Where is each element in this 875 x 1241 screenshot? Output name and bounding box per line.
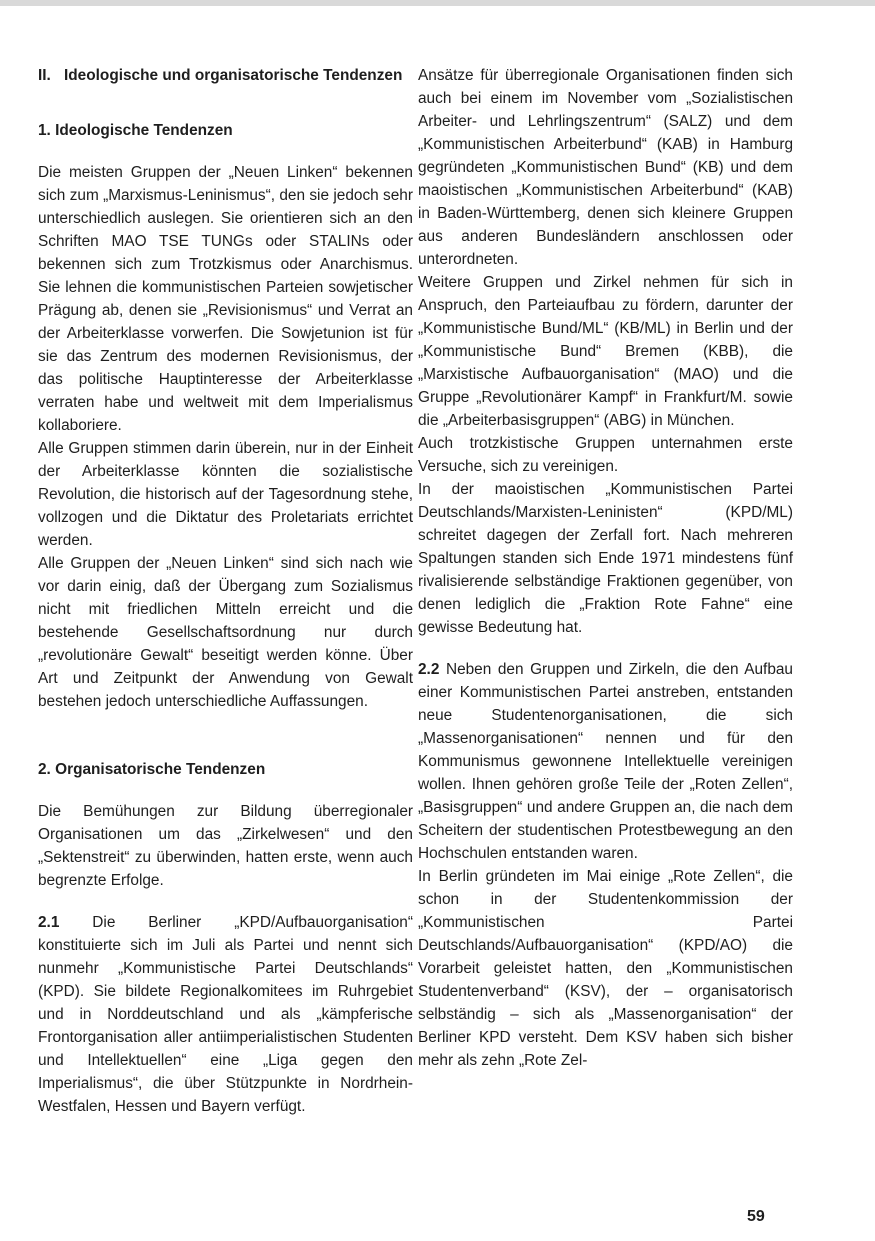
subsection-number: 2.1: [38, 914, 60, 931]
paragraph: Weitere Gruppen und Zirkel nehmen für sich in Anspruch, den Parteiaufbau zu fördern, darunter der „Kommunistische Bund/ML“ (KB/ML) in Berlin und der „Kommunistische Bund“ Bremen (KBB), die „Marxistische Aufbauorganisation“ (MAO) und die Gruppe „Revolutionärer Kampf“ in Frankfurt/M. sowie die „Arbeiterbasisgruppen“ (ABG) in München.: [418, 274, 793, 429]
paragraph: In der maoistischen „Kommunistischen Partei Deutschlands/Marxisten-Leninisten“ (KPD/ML) schreitet dagegen der Zerfall fort. Nach mehreren Spaltungen standen sich Ende 1971 mindestens fünf rivalisierende selbständige Fraktionen gegenüber, von denen lediglich die „Fraktion Rote Fahne“ eine gewisse Bedeutung hat.: [418, 481, 793, 636]
section-heading-1: 1. Ideologische Tendenzen: [38, 122, 233, 139]
paragraph: Die Bemühungen zur Bildung überregionaler Organisationen um das „Zirkelwesen“ und den „Sektenstreit“ zu überwinden, hatten erste, wenn auch begrenzte Erfolge.: [38, 803, 413, 889]
paragraph: Alle Gruppen der „Neuen Linken“ sind sich nach wie vor darin einig, daß der Übergang zum Sozialismus nicht mit friedlichen Mitteln erreicht und die bestehende Gesellschaftsordnung nur durch „revolutionäre Gewalt“ beseitigt werden könne. Über Art und Zeitpunkt der Anwendung von Gewalt bestehen jedoch unterschiedliche Auffassungen.: [38, 555, 413, 710]
top-edge-rule: [0, 0, 875, 6]
page-number: 59: [747, 1208, 765, 1225]
chapter-number: II.: [38, 67, 51, 84]
paragraph: Ansätze für überregionale Organisationen finden sich auch bei einem im November vom „Sozialistischen Arbeiter- und Lehrlingszentrum“ (SALZ) und dem „Kommunistischen Arbeiterbund“ (KAB) in Hamburg gegründeten „Kommunistischen Bund“ (KB) und dem maoistischen „Kommunistischen Arbeiterbund“ (KAB) in Baden-Württemberg, denen sich kleinere Gruppen aus anderen Bundesländern anschlossen oder unterordneten.: [418, 67, 793, 268]
subsection-number: 2.2: [418, 661, 440, 678]
paragraph: Die meisten Gruppen der „Neuen Linken“ bekennen sich zum „Marxismus-Leninismus“, den sie jedoch sehr unterschiedlich auslegen. Sie orientieren sich an den Schriften MAO TSE TUNGs oder STALINs oder bekennen sich zum Trotzkismus oder Anarchismus. Sie lehnen die kommunistischen Parteien sowjetischer Prägung ab, denen sie „Revisionismus“ und Verrat an der Arbeiterklasse vorwerfen. Die Sowjetunion ist für sie das Zentrum des modernen Revisionismus, der das politische Hauptinteresse der Arbeiterklasse verraten habe und weltweit mit dem Imperialismus kollaboriere.: [38, 164, 413, 434]
paragraph: Alle Gruppen stimmen darin überein, nur in der Einheit der Arbeiterklasse könnten die sozialistische Revolution, die historisch auf der Tagesordnung stehe, vollzogen und die Diktatur des Proletariats errichtet werden.: [38, 440, 413, 549]
section-heading-2: 2. Organisatorische Tendenzen: [38, 761, 266, 778]
right-column: [418, 64, 793, 1072]
paragraph-text: Neben den Gruppen und Zirkeln, die den Aufbau einer Kommunistischen Partei anstreben, entstanden neue Studentenorganisationen, die sich „Massenorganisationen“ nennen und für den Kommunismus gewonnene Intellektuelle vereinigen wollen. Ihnen gehören große Teile der „Roten Zellen“, „Basisgruppen“ und andere Gruppen an, die nach dem Scheitern der studentischen Protestbewegung an den Hochschulen entstanden waren.: [418, 661, 793, 862]
paragraph-text: Die Berliner „KPD/Aufbauorganisation“ konstituierte sich im Juli als Partei und nennt sich nunmehr „Kommunistische Partei Deutschlands“ (KPD). Sie bildete Regionalkomitees im Ruhrgebiet und in Norddeutschland und als „kämpferische Frontorganisation aller antiimperialistischen Studenten und Intellektuellen“ eine „Liga gegen den Imperialismus“, die über Stützpunkte in Nordrhein-Westfalen, Hessen und Bayern verfügt.: [38, 914, 413, 1115]
paragraph-2-1: [38, 911, 413, 1118]
paragraph: In Berlin gründeten im Mai einige „Rote Zellen“, die schon in der Studentenkommission der „Kommunistischen Partei Deutschlands/Aufbauorganisation“ (KPD/AO) die Vorarbeit geleistet hatten, den „Kommunistischen Studentenverband“ (KSV), der – organisatorisch selbständig – sich als „Massenorganisation“ der Berliner KPD versteht. Dem KSV haben sich bisher mehr als zehn „Rote Zel-: [418, 868, 793, 1069]
paragraph-2-2: [418, 658, 793, 865]
paragraph: Auch trotzkistische Gruppen unternahmen erste Versuche, sich zu vereinigen.: [418, 435, 793, 475]
left-column: [38, 64, 413, 1118]
chapter-heading: [38, 64, 413, 87]
chapter-title: Ideologische und organisatorische Tendenzen: [64, 67, 403, 84]
